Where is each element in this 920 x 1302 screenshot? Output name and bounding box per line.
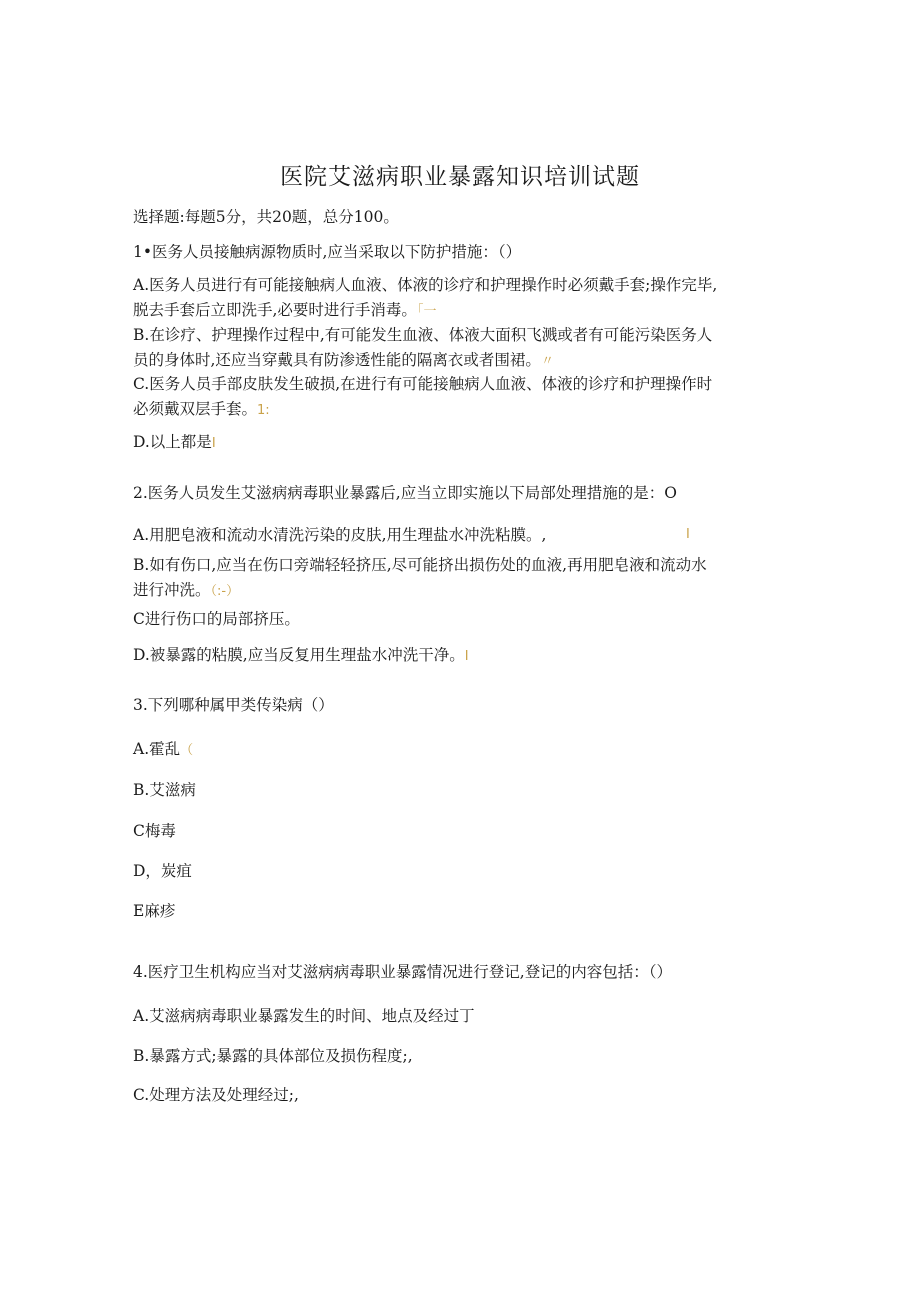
q4-option-c: C.处理方法及处理经过;, [133, 1086, 299, 1104]
q1-option-c-line-2 [133, 397, 793, 423]
q1-option-b-text: 员的身体时,还应当穿戴具有防渗透性能的隔离衣或者围裙。 [133, 351, 541, 369]
question-1-stem: 1•医务人员接触病源物质时,应当采取以下防护措施：（） [133, 243, 522, 261]
page-title: 医院艾滋病职业暴露知识培训试题 [280, 164, 640, 190]
q3-option-d: D，炭疽 [133, 862, 192, 880]
question-2-stem: 2.医务人员发生艾滋病病毒职业暴露后,应当立即实施以下局部处理措施的是：O [133, 484, 677, 502]
q1-option-b-line-1: B.在诊疗、护理操作过程中,有可能发生血液、体液大面积飞溅或者有可能污染医务人 [133, 326, 713, 344]
q2-option-b-text: 进行冲洗。 [133, 581, 211, 599]
q1-option-a-text: 脱去手套后立即洗手,必要时进行手消毒。 [133, 301, 417, 319]
q2-option-a-scan-mark: I [686, 527, 690, 542]
q4-option-a: A.艾滋病病毒职业暴露发生的时间、地点及经过丁 [133, 1007, 475, 1025]
q1-option-d [133, 430, 793, 456]
q1-option-a-scan-mark: 「一 [416, 304, 437, 319]
q1-option-d-text: D.以上都是 [133, 433, 212, 451]
q3-option-c: C梅毒 [133, 822, 176, 840]
q2-option-c: C进行伤口的局部挤压。 [133, 610, 300, 628]
q4-option-b: B.暴露方式;暴露的具体部位及损伤程度;, [133, 1047, 413, 1065]
question-3-stem: 3.下列哪种属甲类传染病（） [133, 696, 334, 714]
q2-option-b-scan-mark: （:-） [210, 584, 240, 599]
question-4-stem: 4.医疗卫生机构应当对艾滋病病毒职业暴露情况进行登记,登记的内容包括：（） [133, 963, 672, 981]
q2-option-a-text: A.用肥皂液和流动水清洗污染的皮肤,用生理盐水冲洗粘膜。, [133, 526, 547, 544]
q2-option-d-scan-mark: I [464, 649, 469, 664]
q2-option-b-line-2 [133, 578, 793, 604]
q1-option-b-line-2 [133, 348, 793, 374]
q3-option-a-text: A.霍乱 [133, 740, 181, 758]
exam-instructions: 选择题:每题5分，共20题，总分100。 [133, 208, 399, 226]
q1-option-c-text: 必须戴双层手套。 [133, 400, 258, 418]
q3-option-a-scan-mark: （ [180, 743, 194, 758]
q1-option-a-line-2 [133, 298, 793, 324]
q3-option-e: E麻疹 [133, 902, 176, 920]
q1-option-b-scan-mark: 〃 [540, 354, 554, 369]
q1-option-c-line-1: C.医务人员手部皮肤发生破损,在进行有可能接触病人血液、体液的诊疗和护理操作时 [133, 375, 713, 393]
q1-option-d-scan-mark: I [211, 436, 216, 451]
q2-option-a [133, 523, 793, 547]
q2-option-d-text: D.被暴露的粘膜,应当反复用生理盐水冲洗干净。 [133, 646, 465, 664]
q3-option-b: B.艾滋病 [133, 781, 196, 799]
q3-option-a [133, 737, 793, 763]
q1-option-a-line-1: A.医务人员进行有可能接触病人血液、体液的诊疗和护理操作时必须戴手套;操作完毕, [133, 276, 718, 294]
q1-option-c-scan-mark: 1: [257, 403, 270, 418]
q2-option-b-line-1: B.如有伤口,应当在伤口旁端轻轻挤压,尽可能挤出损伤处的血液,再用肥皂液和流动水 [133, 556, 707, 574]
q2-option-d [133, 643, 793, 669]
